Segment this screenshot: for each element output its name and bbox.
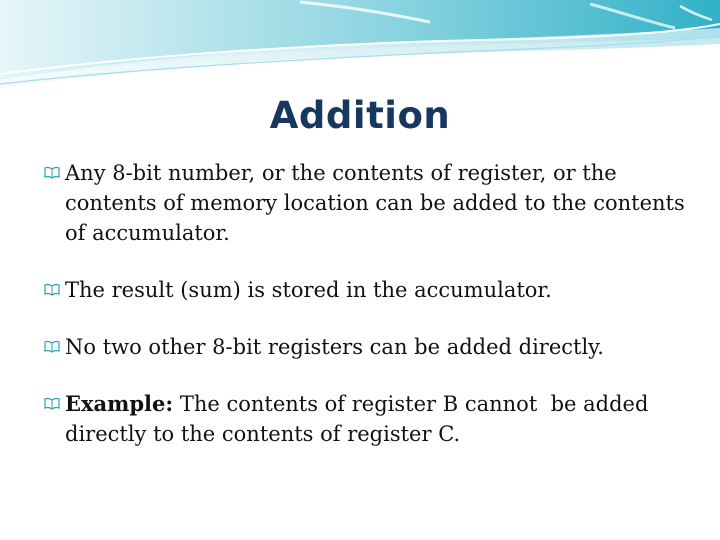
slide-title: Addition xyxy=(269,94,451,137)
bullet-text: Any 8-bit number, or the contents of register, or the contents of memory location can be added to the contents of accumulator. xyxy=(65,161,685,245)
open-book-icon xyxy=(44,281,60,297)
open-book-icon xyxy=(44,164,60,180)
open-book-icon xyxy=(44,338,60,354)
bullet-list xyxy=(44,158,694,476)
bullet-item xyxy=(44,332,694,362)
bullet-item xyxy=(44,389,694,449)
header-wave-decoration xyxy=(0,0,720,100)
bullet-text: The result (sum) is stored in the accumulator. xyxy=(65,278,552,302)
bullet-item xyxy=(44,275,694,305)
bullet-text: No two other 8-bit registers can be added directly. xyxy=(65,335,604,359)
open-book-icon xyxy=(44,395,60,411)
bullet-text: The contents of register B cannot be added directly to the contents of register C. xyxy=(65,392,656,446)
bullet-item xyxy=(44,158,694,248)
bullet-bold-text: Example: xyxy=(65,391,174,416)
